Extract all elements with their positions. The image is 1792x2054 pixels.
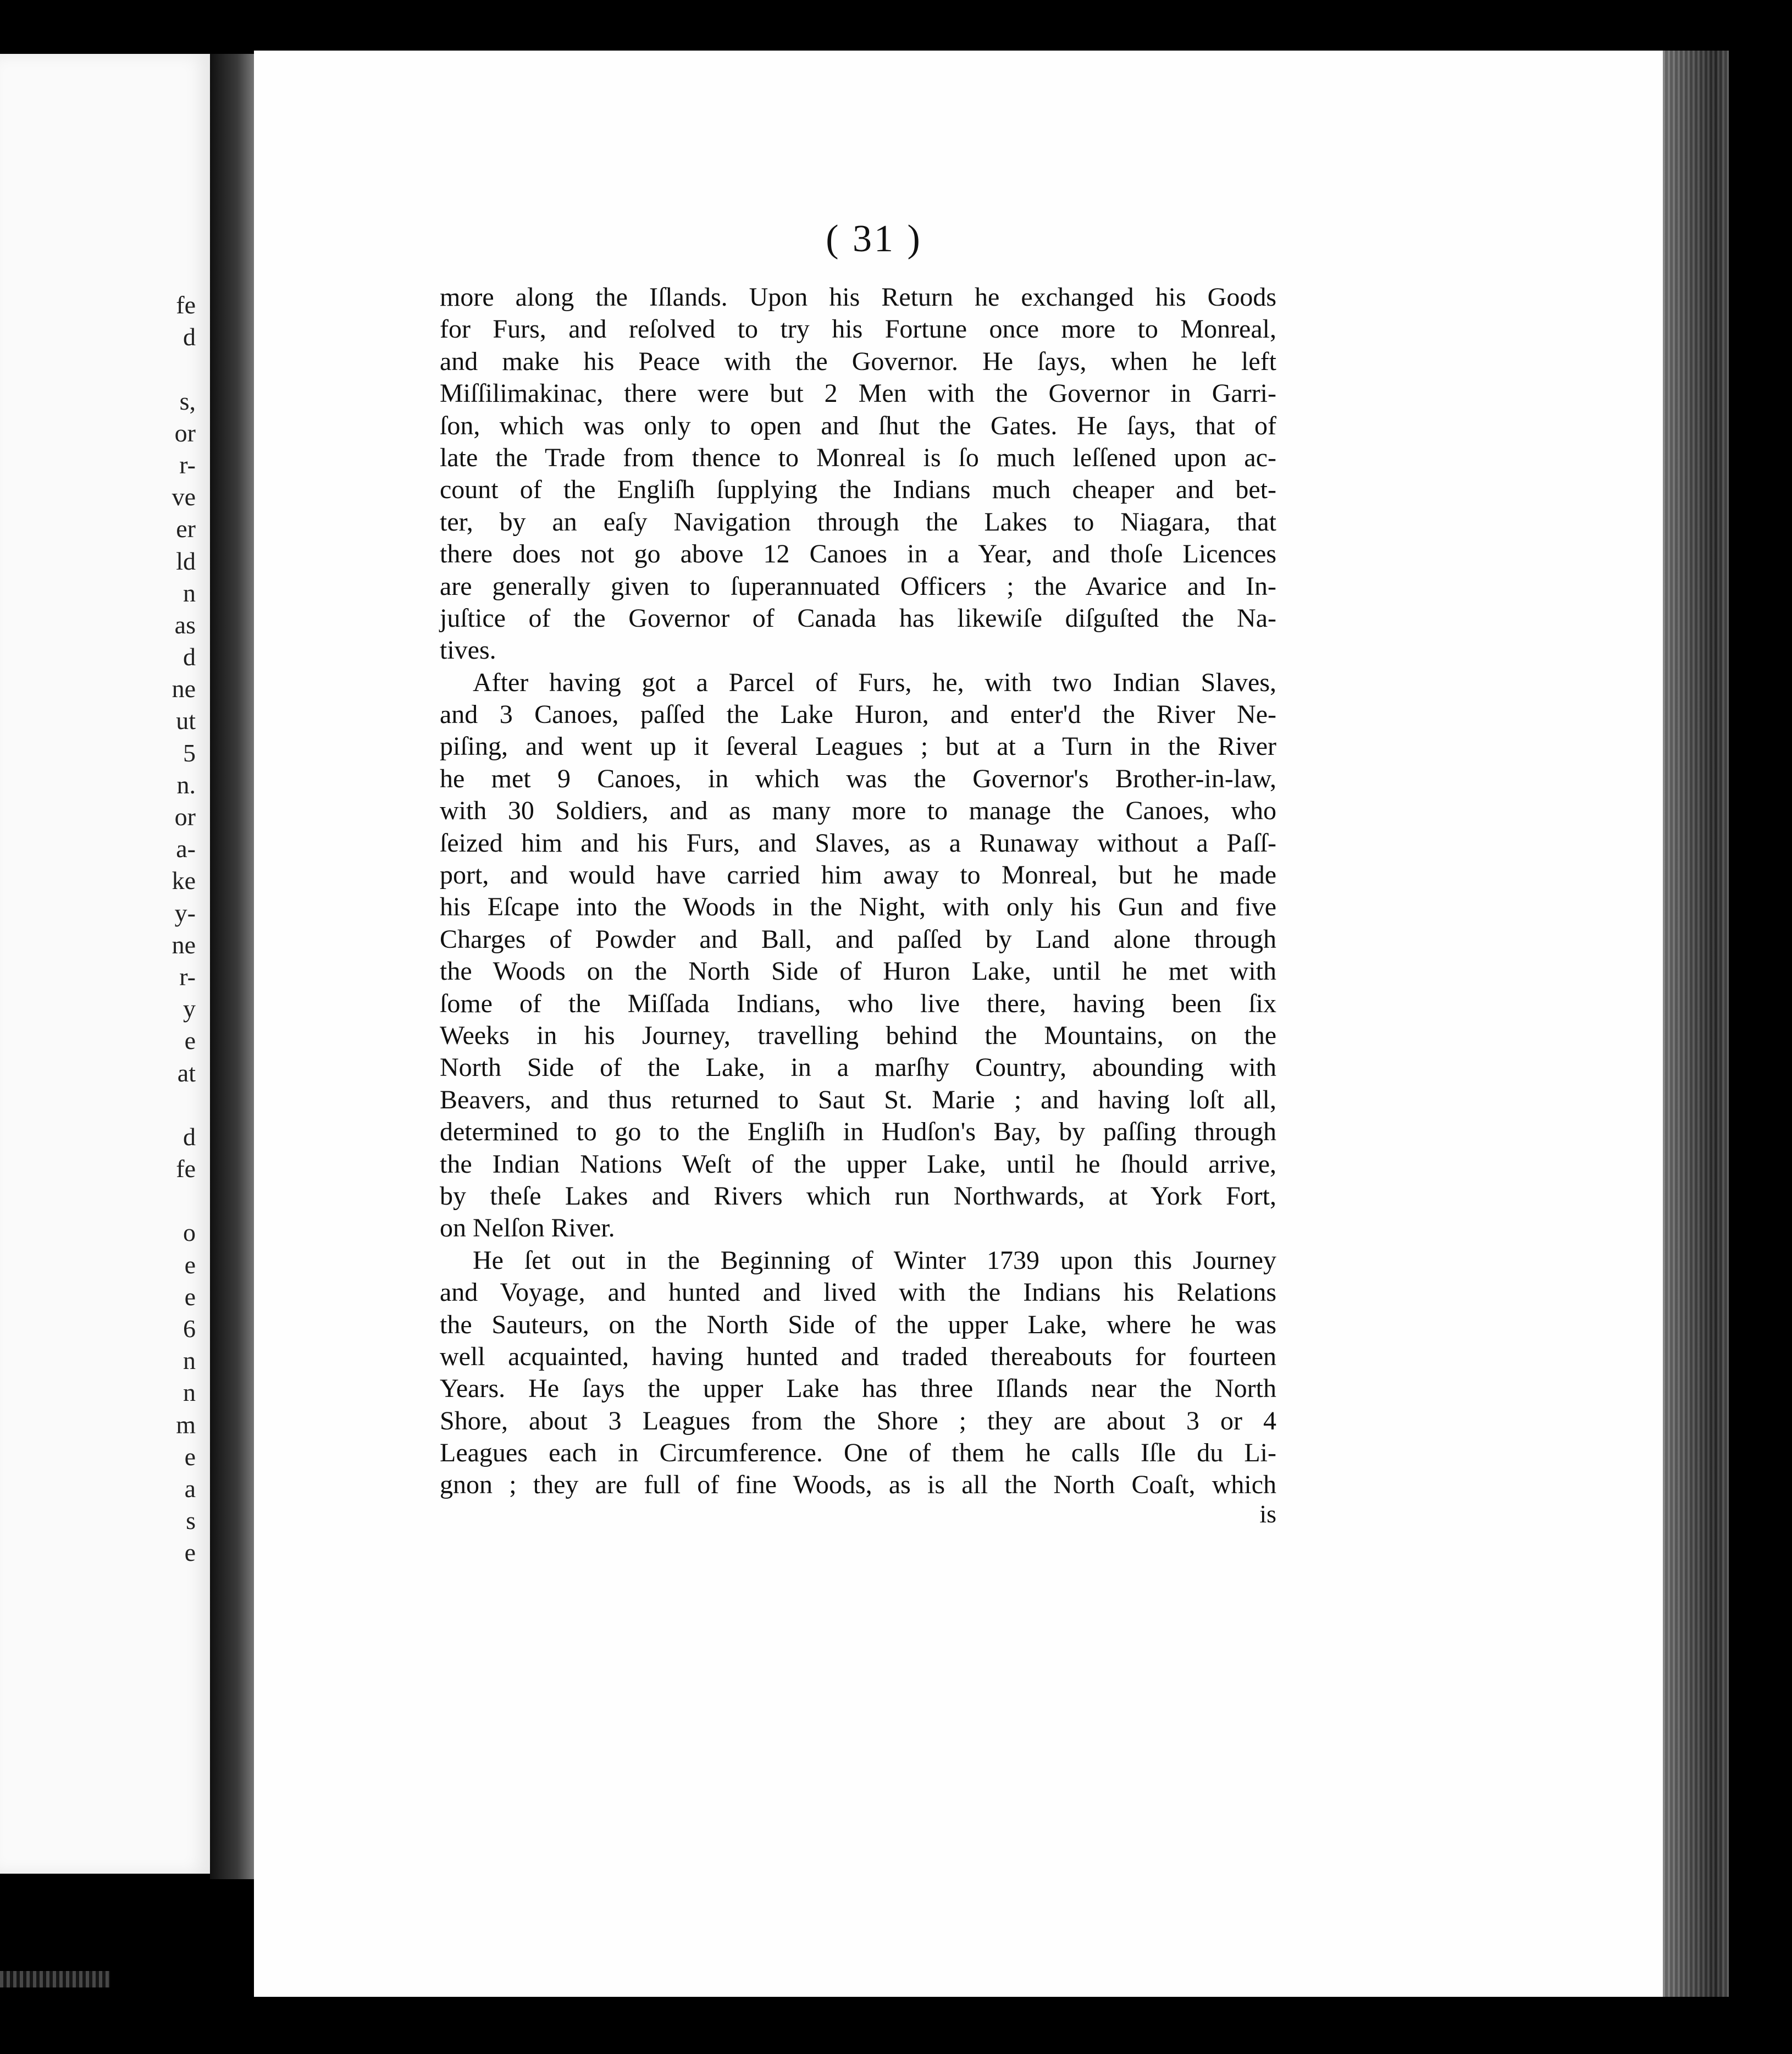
previous-page-edge-text [146,54,196,1569]
edge-fragment: ve [172,483,196,511]
text-line: the Woods on the North Side of Huron Lake, until he met with [440,957,1276,986]
edge-fragment: e [184,1538,196,1567]
text-line: more along the Iſlands. Upon his Return he exchanged his Goods [440,283,1276,312]
text-line: and Voyage, and hunted and lived with the Indians his Relations [440,1278,1276,1307]
page-number: ( 31 ) [826,218,922,260]
edge-fragment: d [183,1122,196,1151]
edge-fragment [146,353,196,385]
text-line: well acquainted, having hunted and traded thereabouts for fourteen [440,1341,1276,1371]
text-line: ſon, which was only to open and ſhut the Gates. He ſays, that of [440,411,1276,440]
edge-fragment: e [184,1442,196,1471]
edge-fragment: 6 [183,1315,196,1343]
text-line: Years. He ſays the upper Lake has three Iſlands near the North [440,1374,1276,1404]
edge-fragment: a [184,1474,196,1503]
text-line: ſome of the Miſſada Indians, who live there, having been ſix [440,989,1276,1018]
edge-fragment: or [174,418,196,447]
edge-fragment: r- [179,450,196,479]
text-line: After having got a Parcel of Furs, he, with two Indian Slaves, [473,667,1276,697]
edge-fragment: y- [174,898,196,927]
edge-fragment: o [183,1218,196,1247]
edge-fragment: ke [172,866,196,895]
text-line: by theſe Lakes and Rivers which run Northwards, at York Fort, [440,1181,1276,1211]
text-line: there does not go above 12 Canoes in a Year, and thoſe Licences [440,539,1276,569]
text-line: port, and would have carried him away to Monreal, but he made [440,860,1276,890]
edge-fragment: as [174,610,196,639]
edge-fragment: s [186,1506,196,1535]
text-line: piſing, and went up it ſeveral Leagues ; but at a Turn in the River [440,732,1276,761]
text-line: the Indian Nations Weſt of the upper Lake, until he ſhould arrive, [440,1149,1276,1179]
edge-fragment: y [183,995,196,1023]
edge-fragment: ne [172,930,196,959]
text-line: determined to go to the Engliſh in Hudſon's Bay, by paſſing through [440,1117,1276,1147]
text-line: gnon ; they are full of fine Woods, as is all the North Coaſt, which [440,1470,1276,1500]
edge-fragment: d [183,643,196,671]
edge-fragment: m [176,1410,196,1439]
text-line: ter, by an eaſy Navigation through the Lakes to Niagara, that [440,507,1276,537]
catchword: is [1259,1500,1276,1528]
edge-fragment: n [183,1346,196,1375]
edge-fragment: e [184,1026,196,1055]
edge-fragment: s, [179,386,196,415]
text-line: he met 9 Canoes, in which was the Governor's Brother-in-law, [440,764,1276,793]
edge-fragment: d [183,323,196,351]
edge-fragment: 5 [183,738,196,767]
scan-artifact [0,1971,110,1987]
book-gutter [210,54,259,1879]
edge-fragment: er [176,515,196,543]
text-line: late the Trade from thence to Monreal is ſo much leſſened upon ac- [440,443,1276,472]
edge-fragment: n [183,578,196,607]
text-line: North Side of the Lake, in a marſhy Country, abounding with [440,1053,1276,1083]
text-line: count of the Engliſh ſupplying the Indians much cheaper and bet- [440,475,1276,505]
text-line: on Nelſon River. [440,1213,615,1243]
edge-fragment: fe [176,1155,196,1183]
text-line: juſtice of the Governor of Canada has likewiſe diſguſted the Na- [440,603,1276,633]
text-line: for Furs, and reſolved to try his Fortune once more to Monreal, [440,314,1276,344]
text-line: his Eſcape into the Woods in the Night, with only his Gun and five [440,892,1276,922]
text-line: ſeized him and his Furs, and Slaves, as a Runaway without a Paſſ- [440,828,1276,858]
edge-fragment: r- [179,962,196,991]
text-line: Beavers, and thus returned to Saut St. Marie ; and having loſt all, [440,1085,1276,1114]
previous-page [0,54,210,1874]
edge-fragment: e [184,1282,196,1311]
edge-fragment: at [177,1058,196,1087]
edge-fragment [146,1089,196,1121]
text-line: and make his Peace with the Governor. He ſays, when he left [440,346,1276,376]
text-line: Shore, about 3 Leagues from the Shore ; they are about 3 or 4 [440,1406,1276,1435]
edge-fragment: e [184,1250,196,1279]
text-line: Charges of Powder and Ball, and paſſed by Land alone through [440,924,1276,954]
text-line: with 30 Soldiers, and as many more to manage the Canoes, who [440,796,1276,826]
edge-fragment: ut [176,706,196,735]
edge-fragment [146,1185,196,1217]
text-line: are generally given to ſuperannuated Officers ; the Avarice and In- [440,571,1276,601]
edge-fragment: n [183,1378,196,1407]
edge-fragment: ld [176,546,196,575]
edge-fragment: n. [176,770,196,799]
text-line: and 3 Canoes, paſſed the Lake Huron, and enter'd the River Ne- [440,700,1276,730]
text-line: Leagues each in Circumference. One of them he calls Iſle du Li- [440,1438,1276,1468]
page-block-edge [1663,51,1729,1997]
edge-fragment: ne [172,675,196,703]
text-line: Miſſilimakinac, there were but 2 Men with the Governor in Garri- [440,379,1276,408]
text-line: tives. [440,636,496,665]
edge-fragment: or [174,803,196,831]
body-text [440,281,1276,1501]
text-line: Weeks in his Journey, travelling behind the Mountains, on the [440,1020,1276,1050]
text-line: the Sauteurs, on the North Side of the upper Lake, where he was [440,1310,1276,1339]
text-line: He ſet out in the Beginning of Winter 1739 upon this Journey [473,1245,1276,1275]
edge-fragment: a- [176,835,196,863]
edge-fragment: fe [176,291,196,319]
